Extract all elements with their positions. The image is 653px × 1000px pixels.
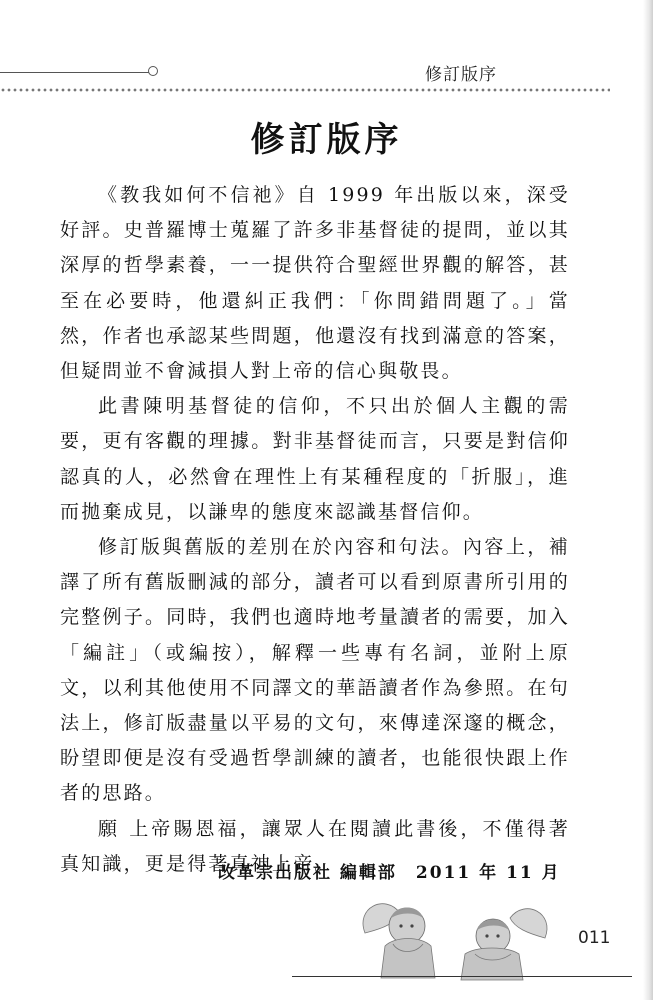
footer-rule — [292, 976, 632, 977]
paragraph-2: 此書陳明基督徒的信仰，不只出於個人主觀的需要，更有客觀的理據。對非基督徒而言，只要是對信仰認真的人，必然會在理性上有某種程度的「折服」，進而拋棄成見，以謙卑的態度來認識基督信仰。 — [60, 395, 570, 523]
preface-body — [60, 178, 570, 882]
paragraph-3: 修訂版與舊版的差別在於內容和句法。內容上，補譯了所有舊版刪減的部分，讀者可以看到原書所引用的完整例子。同時，我們也適時地考量讀者的需要，加入「編註」（或編按），解釋一些專有名詞，並附上原文，以利其他使用不同譯文的華語讀者作為參照。在句法上，修訂版盡量以平易的文句，來傳達深邃的概念，盼望即便是沒有受過哲學訓練的讀者，也能很快跟上作者的思路。 — [60, 536, 570, 805]
page-number: 011 — [578, 928, 611, 948]
cherubs-illustration — [355, 888, 555, 988]
header-ornament-circle — [148, 66, 158, 76]
signature-line: 改革宗出版社 編輯部 2011 年 11 月 — [218, 863, 561, 883]
header-rule — [0, 72, 150, 73]
page-title: 修訂版序 — [250, 120, 403, 160]
paragraph-1: 《教我如何不信祂》自 1999 年出版以來，深受好評。史普羅博士蒐羅了許多非基督徒的提問，並以其深厚的哲學素養，一一提供符合聖經世界觀的解答，甚至在必要時，他還糾正我們：「你問錯問題了。」當然，作者也承認某些問題，他還沒有找到滿意的答案，但疑問並不會減損人對上帝的信心與敬畏。 — [60, 184, 570, 383]
header-dotted-rule — [0, 88, 610, 92]
paragraph-4: 願 上帝賜恩福，讓眾人在閱讀此書後，不僅得著真知識，更是得著真神上帝。 — [60, 817, 570, 875]
running-head: 修訂版序 — [425, 65, 497, 85]
